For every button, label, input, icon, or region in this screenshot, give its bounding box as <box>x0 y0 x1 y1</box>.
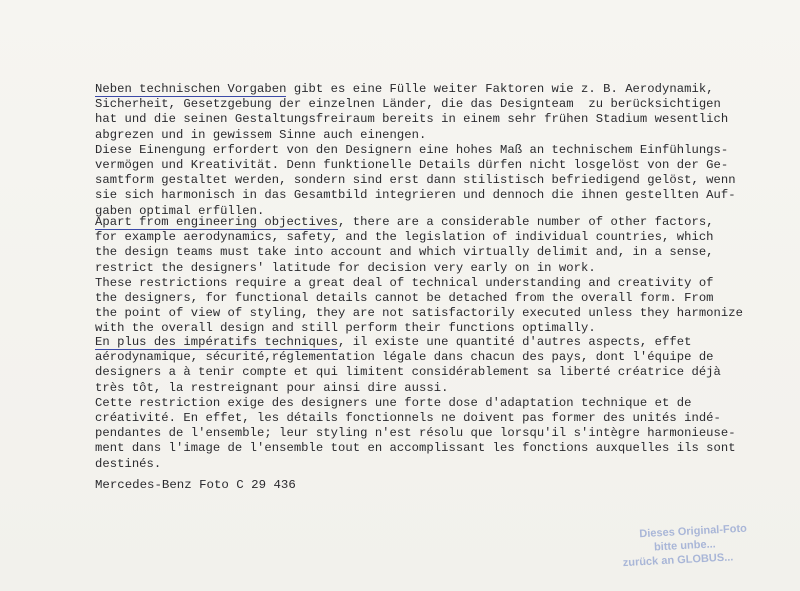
english-line: with the overall design and still perform their functions optimally. <box>95 321 596 336</box>
german-line: Sicherheit, Gesetzgebung der einzelnen Länder, die das Designteam zu berücksichtigen <box>95 97 721 112</box>
english-lead-heading: Apart from engineering objectives <box>95 215 339 229</box>
french-line: Cette restriction exige des designers une forte dose d'adaptation technique et de <box>95 395 692 410</box>
german-line: sie sich harmonisch in das Gesamtbild integrieren und dennoch die ihnen gestellten Auf- <box>95 188 736 203</box>
french-line-1: En plus des impératifs techniques, il existe une quantité d'autres aspects, effet <box>95 335 692 349</box>
english-line: the point of view of styling, they are not satisfactorily executed unless they harmonize <box>95 306 744 321</box>
german-line: Diese Einengung erfordert von den Designern eine hohes Maß an technischem Einfühlungs- <box>95 142 729 157</box>
archive-stamp <box>611 519 793 570</box>
french-line: très tôt, la restreignant pour ainsi dire aussi. <box>95 380 449 395</box>
photo-credit: Mercedes-Benz Foto C 29 436 <box>95 478 296 492</box>
english-line: the designers, for functional details cannot be detached from the overall form. From <box>95 291 714 306</box>
german-line-1: Neben technischen Vorgaben gibt es eine Fülle weiter Faktoren wie z. B. Aerodynamik, <box>95 82 714 96</box>
german-lead-heading: Neben technischen Vorgaben <box>95 82 287 96</box>
german-line: abgrezen und in gewissem Sinne auch einengen. <box>95 127 427 142</box>
stamp-line-2: bitte unbe... <box>653 538 717 554</box>
german-line: samtform gestaltet werden, sondern sind erst dann stilistisch befriedigend gelöst, wenn <box>95 173 736 188</box>
stamp-line-3: zurück an GLOBUS... <box>622 551 734 570</box>
german-line: hat und die seinen Gestaltungsfreiraum bereits in einem sehr frühen Stadium wesentlich <box>95 112 729 127</box>
french-lead-heading: En plus des impératifs techniques <box>95 335 339 349</box>
english-paragraph <box>95 215 744 337</box>
french-line: aérodynamique, sécurité,réglementation légale dans chacun des pays, dont l'équipe de <box>95 350 714 365</box>
french-line: ment dans l'image de l'ensemble tout en accomplissant les fonctions auxquelles ils sont <box>95 441 736 456</box>
english-line: for example aerodynamics, safety, and the legislation of individual countries, which <box>95 230 714 245</box>
french-paragraph <box>95 335 735 472</box>
stamp-line-1: Dieses Original-Foto <box>639 522 748 541</box>
english-line: restrict the designers' latitude for decision very early on in work. <box>95 260 596 275</box>
german-paragraph <box>95 82 735 219</box>
german-line: vermögen und Kreativität. Denn funktionelle Details dürfen nicht losgelöst von der Ge- <box>95 158 729 173</box>
german-line: gaben optimal erfüllen. <box>95 203 265 218</box>
english-line-1: Apart from engineering objectives, there are a considerable number of other factors, <box>95 215 714 229</box>
french-line: créativité. En effet, les détails fonctionnels ne doivent pas former des unités indé- <box>95 411 721 426</box>
french-line: pendantes de l'ensemble; leur styling n'est résolu que lorsqu'il s'intègre harmonieuse- <box>95 426 736 441</box>
english-line: These restrictions require a great deal of technical understanding and creativity of <box>95 275 714 290</box>
english-line: the design teams must take into account and which virtually delimit and, in a sense, <box>95 245 714 260</box>
french-line: designers a à tenir compte et qui limitent considérablement sa liberté créatrice déjà <box>95 365 721 380</box>
french-line: destinés. <box>95 456 162 471</box>
